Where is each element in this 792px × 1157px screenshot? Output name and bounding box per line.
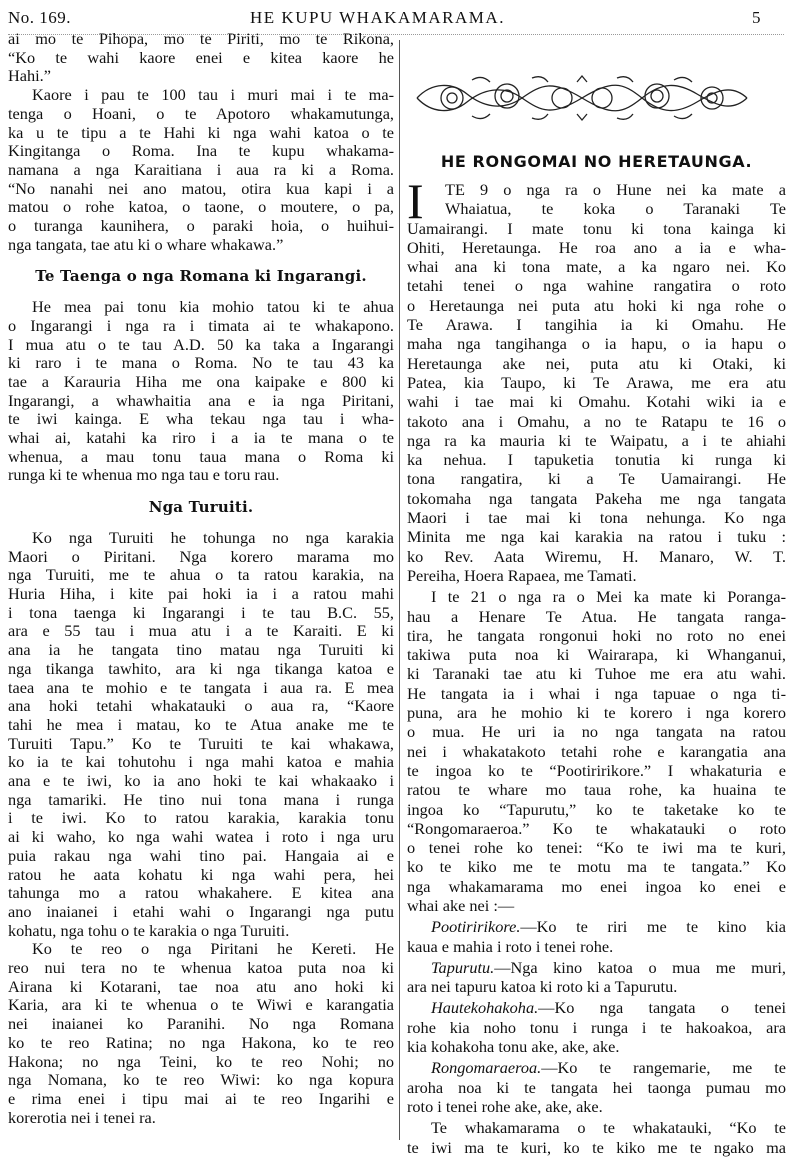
text-line: o mua. He uri ia no nga tangata na ratou — [407, 722, 786, 742]
text-line: ratou he aata kohatu ki nga wahi pera, hei — [8, 864, 394, 884]
text-line: kia kohakoha tonu ake, ake, ake. — [407, 1037, 620, 1057]
text-line: Maori o Piritani. Nga korero marama mo — [8, 546, 394, 566]
text-line: I te 21 o nga ra o Mei ka mate ki Poranga- — [431, 587, 786, 607]
right-column — [407, 173, 786, 1157]
paragraph — [8, 940, 394, 1127]
text-line: tokomaha nga tangata Pakeha me nga tangata — [407, 488, 786, 508]
paragraph — [8, 298, 394, 485]
text-line: korerotia nei i tenei ra. — [8, 1107, 156, 1127]
text-line — [407, 958, 786, 977]
text-line: whai ake nei :— — [407, 895, 515, 915]
section-heading: Te Taenga o nga Romana ki Ingarangi. — [35, 267, 367, 286]
text-line: nga Nomana, ko te reo Wiwi: ko nga kopura — [8, 1070, 394, 1090]
paragraph — [407, 587, 786, 915]
text-line: aroha noa ki te tangata hei taonga pumau mo — [407, 1077, 786, 1097]
text-line: whenua, a mau tonu taua mana o Roma ki — [8, 446, 394, 466]
text-line: “Rongomaraeroa.” Ko te whakatauki o roto — [407, 818, 786, 838]
text-line — [407, 998, 786, 1017]
issue-number: No. 169. — [8, 8, 72, 27]
article-title: HE RONGOMAI NO HERETAUNGA. — [440, 152, 753, 171]
text-line: “No nanahi nei ano matou, otira kua kapi i a — [8, 178, 394, 198]
text-line: Ko nga Turuiti he tohunga no nga karakia — [32, 527, 394, 547]
text-line: puia rakau nga wahi tino pai. Hangaia ai e — [8, 845, 394, 865]
text-line: Kingitanga o Roma. Ina te kupu whakama- — [8, 141, 394, 161]
text-line: nga tikanga tawhito, ara ki nga tikanga katoa e — [8, 658, 394, 678]
text-line: i tona taenga ki Ingarangi i te tau B.C. 55, — [8, 602, 394, 622]
text-line: He tangata ia i whai i nga tapuae o nga ti- — [407, 683, 786, 703]
text-line: rohe kia noho tonu i runga i te hakoakoa, ara — [407, 1017, 786, 1037]
text-line: Minita me nga kai karakia na ratou i tuku : — [407, 527, 786, 547]
text-line: nga whakamarama mo enei ingoa ko enei e — [407, 876, 786, 896]
text-line: Te whakamarama o te whakatauki, “Ko te — [431, 1118, 786, 1138]
column-divider — [399, 40, 400, 1140]
text-line: tona rangatira, ki a Te Uamairangi. He — [407, 469, 786, 489]
text-line: nga Turuiti, me te ahua o ta ratou karakia, na — [8, 565, 394, 585]
text-line: Karia, ara ki te whenua o te Wiwi e karangatia — [8, 995, 394, 1015]
text-line: Hakona; no nga Teini, ko te reo Nohi; no — [8, 1051, 394, 1071]
paragraph — [8, 30, 394, 86]
text-line: He mea pai tonu kia mohio tatou ki te ahua — [32, 297, 394, 317]
entry-text: —Ko te rangemarie, me te — [541, 1058, 786, 1078]
page-number: 5 — [752, 8, 761, 27]
text-line: TE 9 o nga ra o Hune nei ka mate a — [445, 180, 786, 199]
text-line: e rima enei i tipu mai ai te reo Ingarihi e — [8, 1088, 394, 1108]
text-line: ara e 55 tau i mua atu i a te Karaiti. E ki — [8, 621, 394, 641]
text-line: ana e te iwi, ko ia ano hoki te kai whakaako i — [8, 771, 394, 791]
text-line: Whaiatua, te koka o Taranaki Te — [445, 199, 786, 219]
text-line: wahi i tae mai ki Omahu. Kotahi wiki ia e — [407, 392, 786, 412]
text-line: nga tamariki. He tino nui tona mana i runga — [8, 789, 394, 809]
text-line: Maori i tae mai ki tona nehunga. Ko nga — [407, 508, 786, 528]
entry-term: Pootiririkore. — [431, 917, 521, 937]
text-line: Kaore i pau te 100 tau i muri mai i te ma- — [32, 85, 394, 105]
text-line: ka nehua. I tapuketia tonutia ki runga ki — [407, 450, 786, 470]
text-line: ai mo te Pihopa, mo te Piriti, mo te Rikona, — [8, 29, 394, 48]
text-line: te ingoa ko te “Pootiririkore.” I whakaturia e — [407, 760, 786, 780]
text-line: whai ana ki tona mate, a ka ngaro nei. Ko — [407, 257, 786, 277]
text-line: nei i whakatakoto tetahi rohe e karangatia ana — [407, 741, 786, 761]
text-line: ano inaianei i etahi wahi o Ingarangi nga putu — [8, 901, 394, 921]
text-line: i te iwi. Ko to ratou karakia, karakia tonu — [8, 808, 394, 828]
text-line: tahi he mea i matau, ko te Atua anake me te — [8, 714, 394, 734]
text-line: takiwa puta noa ki Wairarapa, ki Whanganui, — [407, 645, 786, 665]
text-line: ka u te tipu a te Hahi ki nga wahi katoa o te — [8, 122, 394, 142]
text-line: Huria Hiha, i kite pai hoki ia i a ratou mahi — [8, 583, 394, 603]
text-line: ko te kiko me te motu ma te tangata.” Ko — [407, 857, 786, 877]
decorative-ornament-icon — [412, 72, 752, 124]
text-line: Uamairangi. I mate tonu ki tona kainga ki — [407, 218, 786, 238]
section-heading: Nga Turuiti. — [148, 498, 254, 517]
text-line: Ingarangi, a whawhaitia ana e ia nga Piritani, — [8, 390, 394, 410]
text-line: reo nui tera no te whenua katoa puta noa ki — [8, 958, 394, 978]
text-line: I mua atu o te tau A.D. 50 ka taka a Ingarangi — [8, 334, 394, 354]
text-line: tahunga mo a ratou whakahere. E kitea ana — [8, 883, 394, 903]
text-line: nga ra ka mauria ki te Waipatu, a i te ahiahi — [407, 430, 786, 450]
paragraph — [8, 86, 394, 254]
text-line: ai ki waho, ko nga wahi watea i roto i nga uru — [8, 827, 394, 847]
text-line: nga tangata, tae atu ki o whare whakawa.” — [8, 234, 284, 254]
text-line: Turuiti Tapu.” Ko te Turuiti te kai whakawa, — [8, 733, 394, 753]
text-line: “Ko te wahi kaore enei e kitea kaore he — [8, 47, 394, 67]
text-line: Hahi.” — [8, 66, 51, 86]
text-line: nei inaianei ko Paranihi. No nga Romana — [8, 1014, 394, 1034]
text-line: taea ana te mohio e te tangata i aua ra. E mea — [8, 677, 394, 697]
text-line: Ohiti, Heretaunga. He roa ano a ia e wha- — [407, 237, 786, 257]
entry-text: —Ko nga tangata o tenei — [538, 998, 786, 1018]
text-line: o Heretaunga nei puta atu hoki ki nga rohe o — [407, 295, 786, 315]
text-line: takoto ana i Omahu, a no te Ratapu te 16 o — [407, 411, 786, 431]
text-line: ratou te whare mo taua rohe, ka huaina te — [407, 780, 786, 800]
text-line: whai ai, katahi ka riro i a ia te mana o te — [8, 428, 394, 448]
text-line — [407, 1058, 786, 1077]
entry-term: Rongomaraeroa. — [431, 1058, 542, 1078]
text-line: ki raro i te mana o Roma. No te tau 43 ka — [8, 353, 394, 373]
text-line: matou o rohe katoa, o taone, o moutere, o pa, — [8, 197, 394, 217]
text-line: tae a Karauria Hiha me ona kaipake e 800 ki — [8, 371, 394, 391]
definition-entry — [407, 1058, 786, 1116]
text-line: o tenei rohe ko tenei: “Ko te iwi ma te kuri, — [407, 838, 786, 858]
text-line: ana hoki tetahi whakatauki o aua ra, “Kaore — [8, 696, 394, 716]
text-line: roto i tenei rohe ake, ake, ake. — [407, 1096, 603, 1116]
paragraph — [407, 173, 786, 585]
drop-cap: I — [407, 173, 424, 229]
left-column — [8, 30, 394, 1127]
paragraph — [407, 1118, 786, 1157]
text-line: ana ia he tangata tino matau nga Turuiti ki — [8, 640, 394, 660]
publication-title: HE KUPU WHAKAMARAMA. — [250, 8, 505, 27]
entry-term: Tapurutu. — [431, 957, 495, 977]
text-line: Airana ki Kotarani, tae noa atu ano hoki ki — [8, 976, 394, 996]
entry-text: —Nga kino katoa o mua me muri, — [494, 957, 786, 977]
text-line: te iwi ma te kuri, ko te kiko me te ngako ma — [407, 1137, 786, 1157]
text-line: kohatu, nga tohu o te karakia o nga Turuiti. — [8, 920, 290, 940]
paragraph — [8, 529, 394, 940]
entry-term: Hautekohakoha. — [431, 998, 539, 1018]
text-line: tira, he tangata rongonui hoki no roto no enei — [407, 625, 786, 645]
text-line: kaua e mahia i roto i tenei rohe. — [407, 936, 614, 956]
text-line — [407, 917, 786, 936]
text-line: tenga o Hoani, o te Apotoro whakamutunga, — [8, 103, 394, 123]
text-line: runga ki te whenua mo nga tau e toru rau. — [8, 465, 280, 485]
text-line: te iwi kainga. E wha tekau nga tau i wha- — [8, 409, 394, 429]
entry-text: —Ko te riri me te kino kia — [520, 917, 786, 937]
text-line: maha nga tangihanga o ia hapu, o ia hapu o — [407, 334, 786, 354]
text-line: tetahi tenei o nga wahine rangatira o roto — [407, 276, 786, 296]
text-line: ko ia te kai tohutohu i nga mahi katoa e mahia — [8, 752, 394, 772]
text-line: Pereiha, Hoera Rapaea, me Tamati. — [407, 565, 637, 585]
text-line: Patea, kia Taupo, ki Te Arawa, me era atu — [407, 372, 786, 392]
text-line: puna, ara he mohio ki te korero i nga korero — [407, 703, 786, 723]
text-line: hau a Henare Te Atua. He tangata ranga- — [407, 606, 786, 626]
text-line: Ko te reo o nga Piritani he Kereti. He — [32, 939, 394, 959]
text-line: namana a nga Karaitiana i aua ra ki a Roma. — [8, 159, 394, 179]
text-line: ki Taranaki tae atu ki Tuhoe me era atu wahi. — [407, 664, 786, 684]
text-line: ara nei tapuru katoa ki roto ki a Tapurutu. — [407, 977, 678, 997]
definition-entry — [407, 958, 786, 997]
text-line: Heretaunga ake nei, puta atu ki Otaki, ki — [407, 353, 786, 373]
text-line: Te Arawa. I tangihia ia ki Omahu. He — [407, 315, 786, 335]
text-line: ko te reo Ratina; no nga Hakona, ko te reo — [8, 1032, 394, 1052]
text-line: ingoa ko “Tapurutu,” ko te taketake ko te — [407, 799, 786, 819]
text-line: ko Rev. Aata Wiremu, H. Manaro, W. T. — [407, 546, 786, 566]
text-line: o turanga kaunihera, o paraki hoia, o huihui- — [8, 216, 394, 236]
text-line: o Ingarangi i nga ra i timata ai te whakapono. — [8, 315, 394, 335]
definition-entry — [407, 917, 786, 956]
definition-entry — [407, 998, 786, 1056]
